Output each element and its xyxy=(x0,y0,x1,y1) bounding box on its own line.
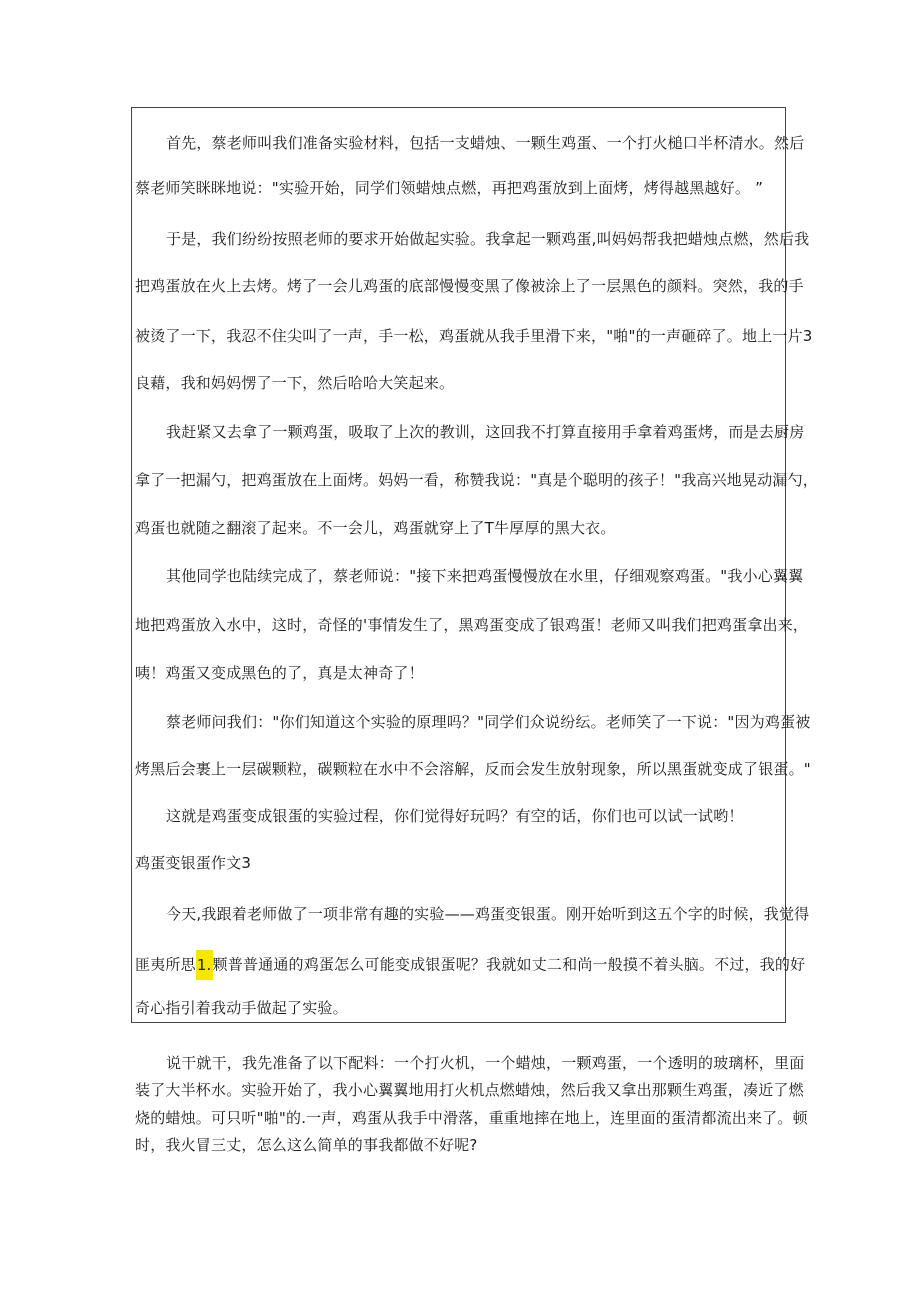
section-title: 鸡蛋变银蛋作文3 xyxy=(135,854,252,872)
text-line: 咦！鸡蛋又变成黑色的了，真是太神奇了！ xyxy=(135,664,424,682)
text-line: 首先，蔡老师叫我们准备实验材料，包括一支蜡烛、一颗生鸡蛋、一个打火槌口半杯清水。然后 xyxy=(166,134,805,152)
text-line: 蔡老师问我们："你们知道这个实验的原理吗？"同学们众说纷纭。老师笑了一下说："因为鸡蛋被 xyxy=(166,713,811,731)
text-line: 地把鸡蛋放入水中，这时，奇怪的'事情发生了，黑鸡蛋变成了银鸡蛋！老师又叫我们把鸡蛋拿出来， xyxy=(135,616,809,634)
text-line: 奇心指引着我动手做起了实验。 xyxy=(135,999,348,1017)
text-line: 拿了一把漏勺，把鸡蛋放在上面烤。妈妈一看，称赞我说："真是个聪明的孩子！"我高兴地晃动漏勺， xyxy=(135,471,819,489)
text-line xyxy=(135,950,805,980)
text-fragment: 颗普普通通的鸡蛋怎么可能变成银蛋呢？我就如丈二和尚一般摸不着头脑。不过，我的好 xyxy=(212,955,806,974)
text-line: 于是，我们纷纷按照老师的要求开始做起实验。我拿起一颗鸡蛋,叫妈妈帮我把蜡烛点燃，然后我 xyxy=(166,230,810,248)
text-line: 烧的蜡烛。可只听"啪"的.一声，鸡蛋从我手中滑落，重重地摔在地上，连里面的蛋清都流出来了。顿 xyxy=(135,1109,808,1127)
text-line: 其他同学也陆续完成了，蔡老师说："接下来把鸡蛋慢慢放在水里，仔细观察鸡蛋。"我小心翼翼 xyxy=(166,567,804,585)
text-line: 把鸡蛋放在火上去烤。烤了一会儿鸡蛋的底部慢慢变黑了像被涂上了一层黑色的颜料。突然，我的手 xyxy=(135,277,804,295)
text-line: 我赶紧又去拿了一颗鸡蛋，吸取了上次的教训，这回我不打算直接用手拿着鸡蛋烤，而是去厨房 xyxy=(166,423,805,441)
text-line: 这就是鸡蛋变成银蛋的实验过程，你们觉得好玩吗？有空的话，你们也可以试一试哟！ xyxy=(166,807,744,825)
text-line: 今天,我跟着老师做了一项非常有趣的实验——鸡蛋变银蛋。刚开始听到这五个字的时候，我觉得 xyxy=(166,905,810,923)
text-line: 蔡老师笑眯眯地说："实验开始，同学们领蜡烛点燃，再把鸡蛋放到上面烤，烤得越黑越好。 ” xyxy=(135,179,764,197)
text-line: 鸡蛋也就随之翻滚了起来。不一会儿，鸡蛋就穿上了T牛厚厚的黑大衣。 xyxy=(135,519,616,537)
text-fragment: 匪夷所思 xyxy=(135,955,196,974)
text-line: 说干就干，我先准备了以下配料：一个打火机，一个蜡烛，一颗鸡蛋，一个透明的玻璃杯，里面 xyxy=(166,1054,805,1072)
text-line: 装了大半杯水。实验开始了，我小心翼翼地用打火机点燃蜡烛，然后我又拿出那颗生鸡蛋，凑近了燃 xyxy=(135,1081,804,1099)
text-line: 时，我火冒三丈，怎么这么简单的事我都做不好呢? xyxy=(135,1136,478,1154)
highlight-mark: 1. xyxy=(196,950,213,980)
text-line: 烤黑后会裹上一层碳颗粒，碳颗粒在水中不会溶解，反而会发生放射现象，所以黑蛋就变成了银蛋。" xyxy=(135,760,811,778)
text-line: 良藉，我和妈妈愣了一下，然后哈哈大笑起来。 xyxy=(135,374,455,392)
text-line: 被烫了一下，我忍不住尖叫了一声，手一松，鸡蛋就从我手里滑下来，"啪"的一声砸碎了。地上一片3 xyxy=(135,327,813,345)
